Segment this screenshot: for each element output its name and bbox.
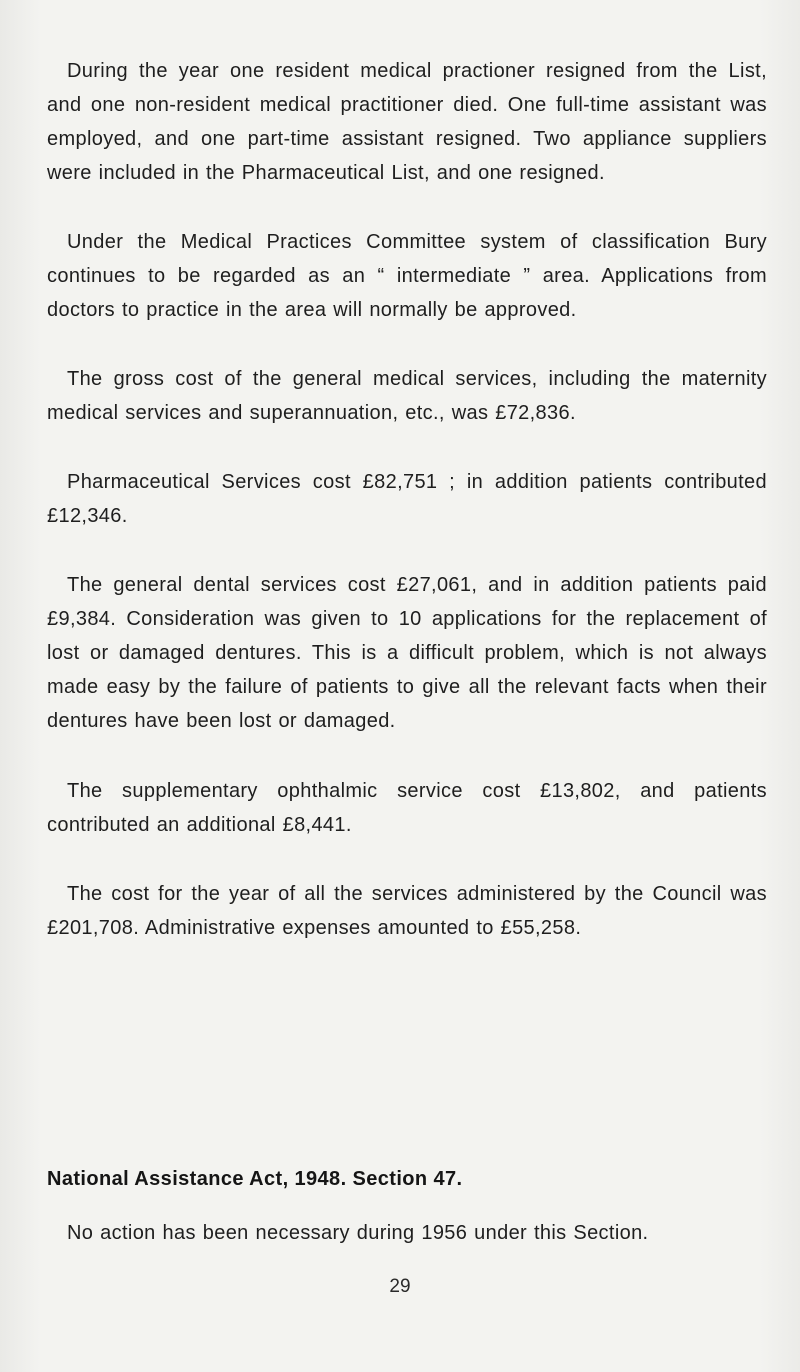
paragraph-dental-services: The general dental services cost £27,061, and in addition patients paid £9,384. Consideration was given to 10 applications for the replacement of lost or damaged dentures. This is a difficult problem, which is not always made easy by the failure of patients to give all the relevant facts when their dentures have been lost or damaged.: [47, 574, 767, 732]
paragraph-pharmaceutical-cost: Pharmaceutical Services cost £82,751 ; in addition patients contributed £12,346.: [47, 471, 767, 527]
page-number: 29: [389, 1276, 411, 1297]
paragraph-section-47: No action has been necessary during 1956 under this Section.: [67, 1222, 649, 1244]
paragraph-ophthalmic-service: The supplementary ophthalmic service cost £13,802, and patients contributed an additional £8,441.: [47, 780, 767, 836]
section-heading: National Assistance Act, 1948. Section 47.: [47, 1168, 463, 1190]
paragraph-classification: Under the Medical Practices Committee system of classification Bury continues to be regarded as an “ intermediate ” area. Applications from doctors to practice in the area will normally be approved.: [47, 231, 767, 321]
paragraph-total-cost: The cost for the year of all the services administered by the Council was £201,708. Administrative expenses amounted to £55,258.: [47, 883, 767, 939]
paragraph-practitioners: During the year one resident medical practioner resigned from the List, and one non-resident medical practitioner died. One full-time assistant was employed, and one part-time assistant resigned. Two appliance suppliers were included in the Pharmaceutical List, and one resigned.: [47, 60, 767, 184]
paragraph-medical-cost: The gross cost of the general medical services, including the maternity medical services and superannuation, etc., was £72,836.: [47, 368, 767, 424]
